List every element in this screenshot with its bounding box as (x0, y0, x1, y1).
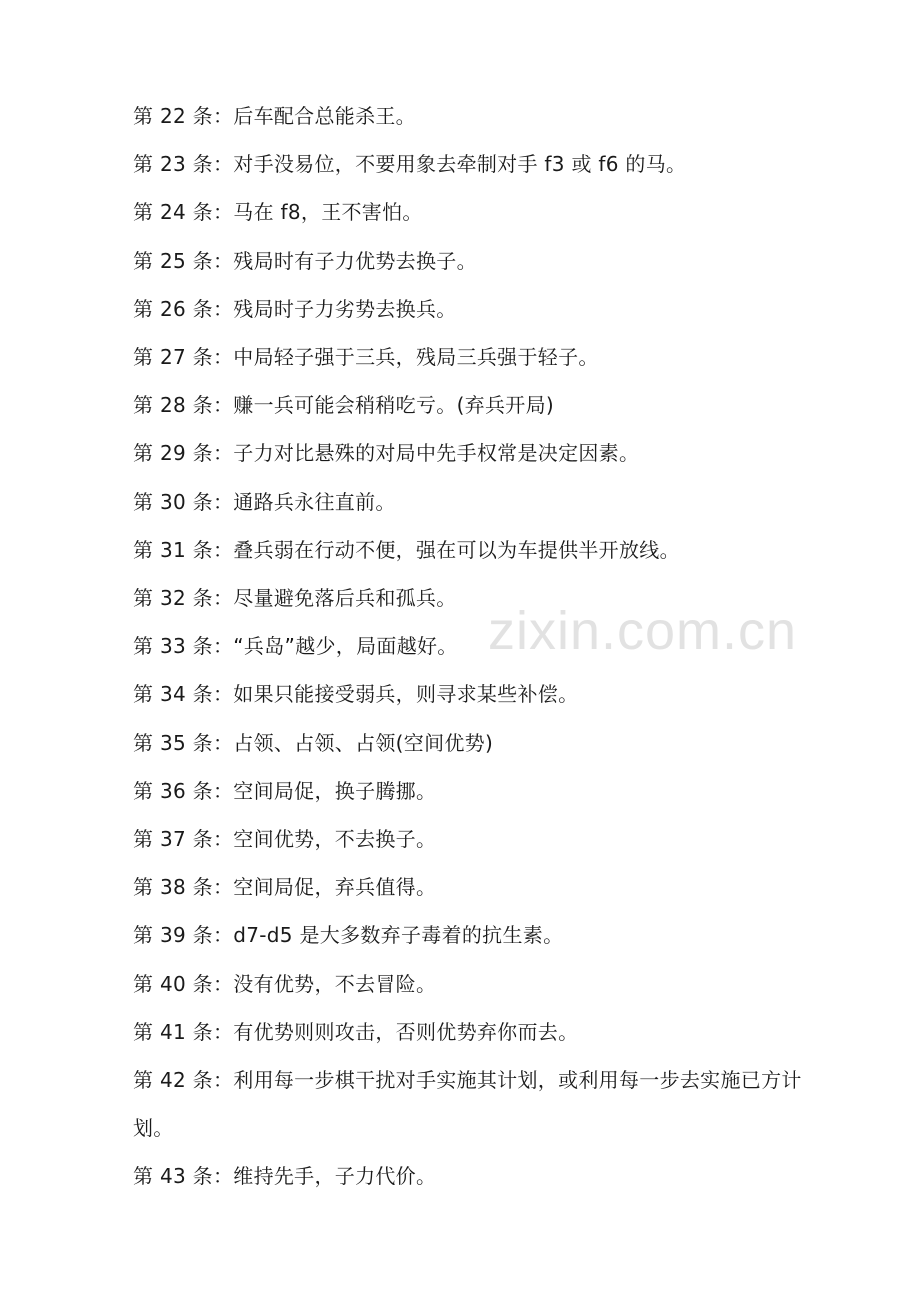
rule-41 (133, 1008, 843, 1056)
rule-text: 中局轻子强于三兵，残局三兵强于轻子。 (233, 345, 599, 370)
rule-23 (133, 140, 843, 188)
rule-label: 第 23 条： (133, 152, 234, 177)
rule-list (133, 92, 843, 1201)
rule-42 (133, 1056, 838, 1152)
rule-label: 第 38 条： (133, 875, 234, 900)
rule-text: 对手没易位，不要用象去牵制对手 f3 或 f6 的马。 (233, 152, 687, 177)
rule-38 (133, 863, 843, 911)
rule-text: 赚一兵可能会稍稍吃亏。(弃兵开局) (233, 393, 554, 418)
rule-label: 第 25 条： (133, 248, 234, 273)
rule-24 (133, 188, 843, 236)
rule-29 (133, 429, 843, 477)
rule-label: 第 32 条： (133, 586, 234, 611)
rule-text: 尽量避免落后兵和孤兵。 (233, 586, 457, 611)
rule-30 (133, 478, 843, 526)
rule-text: 残局时子力劣势去换兵。 (233, 296, 457, 321)
rule-34 (133, 670, 843, 718)
rule-text: 空间优势，不去换子。 (233, 827, 437, 852)
rule-label: 第 27 条： (133, 345, 234, 370)
rule-label: 第 26 条： (133, 296, 234, 321)
rule-text: 如果只能接受弱兵，则寻求某些补偿。 (233, 682, 579, 707)
rule-label: 第 37 条： (133, 827, 234, 852)
rule-text: 有优势则则攻击，否则优势弃你而去。 (233, 1019, 579, 1044)
rule-text: 维持先手，子力代价。 (233, 1164, 437, 1189)
rule-text: 空间局促，换子腾挪。 (233, 778, 437, 803)
rule-label: 第 29 条： (133, 441, 234, 466)
rule-label: 第 39 条： (133, 923, 234, 948)
rule-35 (133, 719, 843, 767)
rule-label: 第 36 条： (133, 778, 234, 803)
rule-31 (133, 526, 843, 574)
rule-text: 子力对比悬殊的对局中先手权常是决定因素。 (233, 441, 640, 466)
rule-label: 第 31 条： (133, 537, 234, 562)
rule-33 (133, 622, 843, 670)
rule-text: 后车配合总能杀王。 (233, 104, 416, 128)
rule-25 (133, 237, 843, 285)
rule-label: 第 34 条： (133, 682, 234, 707)
rule-39 (133, 911, 843, 959)
rule-28 (133, 381, 843, 429)
rule-26 (133, 285, 843, 333)
rule-text: 没有优势，不去冒险。 (233, 971, 437, 996)
rule-text: 占领、占领、占领(空间优势) (233, 730, 494, 755)
rule-label: 第 30 条： (133, 489, 234, 514)
rule-40 (133, 960, 843, 1008)
rule-text: 叠兵弱在行动不便，强在可以为车提供半开放线。 (233, 537, 680, 562)
rule-label: 第 42 条： (133, 1068, 234, 1093)
rule-text: 空间局促，弃兵值得。 (233, 875, 437, 900)
rule-label: 第 40 条： (133, 971, 234, 996)
rule-text: 利用每一步棋干扰对手实施其计划，或利用每一步去实施已方计划。 (133, 1068, 802, 1141)
rule-text: d7-d5 是大多数弃子毒着的抗生素。 (233, 923, 564, 948)
rule-text: 通路兵永往直前。 (233, 489, 396, 514)
rule-label: 第 41 条： (133, 1019, 234, 1044)
rule-label: 第 22 条： (133, 104, 234, 128)
rule-27 (133, 333, 843, 381)
rule-label: 第 24 条： (133, 200, 234, 225)
rule-36 (133, 767, 843, 815)
rule-label: 第 35 条： (133, 730, 234, 755)
rule-label: 第 43 条： (133, 1164, 234, 1189)
rule-22 (133, 92, 843, 140)
rule-label: 第 33 条： (133, 634, 234, 659)
rule-label: 第 28 条： (133, 393, 234, 418)
rule-text: 马在 f8，王不害怕。 (233, 200, 423, 225)
rule-32 (133, 574, 843, 622)
watermark: zixin.com.cn (488, 601, 798, 661)
rule-37 (133, 815, 843, 863)
rule-text: 残局时有子力优势去换子。 (233, 248, 477, 273)
rule-text: “兵岛”越少，局面越好。 (233, 634, 458, 659)
rule-43 (133, 1152, 843, 1200)
